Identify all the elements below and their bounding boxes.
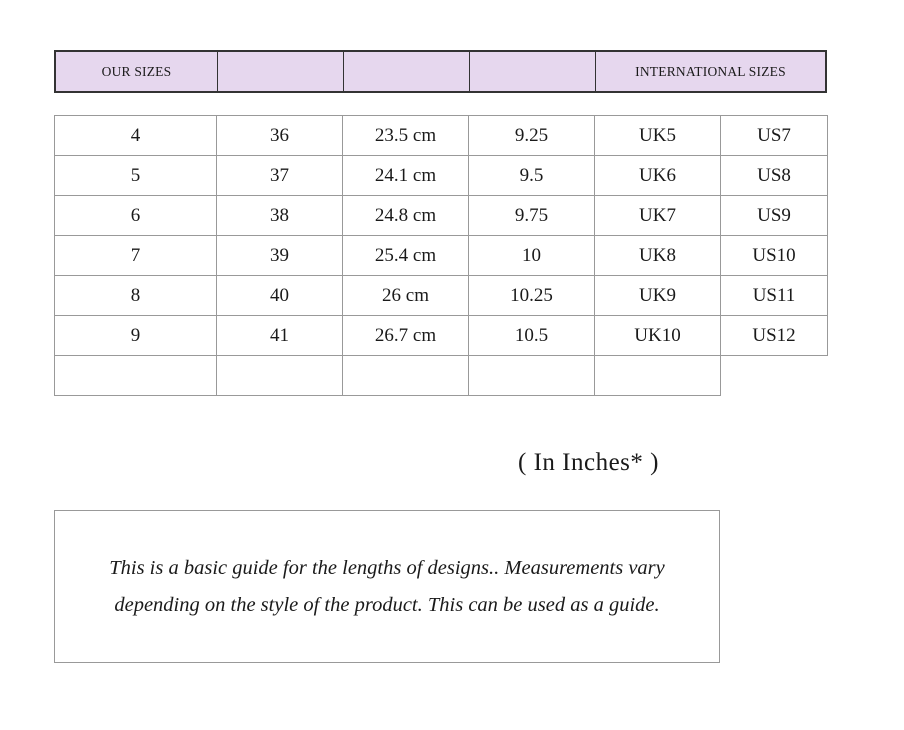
empty-cell [55,356,217,396]
empty-cell-borderless [721,356,828,396]
length-cm-cell: 24.1 cm [343,156,469,196]
eu-size-cell: 38 [217,196,343,236]
length-cm-cell: 23.5 cm [343,116,469,156]
length-cm-cell: 25.4 cm [343,236,469,276]
eu-size-cell: 40 [217,276,343,316]
guide-text-line-1: This is a basic guide for the lengths of designs.. Measurements vary [109,556,665,579]
empty-cell [217,356,343,396]
length-inches-cell: 9.5 [469,156,595,196]
us-size-cell: US10 [721,236,828,276]
header-blank-3 [470,52,596,91]
header-blank-1 [218,52,344,91]
header-blank-2 [344,52,470,91]
length-inches-cell: 10.5 [469,316,595,356]
length-inches-cell: 9.75 [469,196,595,236]
size-chart-header [54,50,827,93]
table-row [55,116,828,156]
us-size-cell: US11 [721,276,828,316]
length-cm-cell: 26 cm [343,276,469,316]
us-size-cell: US7 [721,116,828,156]
header-international-sizes: INTERNATIONAL SIZES [635,63,786,79]
units-note: ( In Inches* ) [518,449,659,476]
empty-cell [343,356,469,396]
uk-size-cell: UK7 [595,196,721,236]
uk-size-cell: UK10 [595,316,721,356]
guide-text-line-2: depending on the style of the product. This can be used as a guide. [114,593,660,616]
us-size-cell: US8 [721,156,828,196]
our-size-cell: 4 [55,116,217,156]
our-size-cell: 9 [55,316,217,356]
uk-size-cell: UK6 [595,156,721,196]
uk-size-cell: UK9 [595,276,721,316]
our-size-cell: 5 [55,156,217,196]
empty-cell [595,356,721,396]
eu-size-cell: 39 [217,236,343,276]
length-inches-cell: 10.25 [469,276,595,316]
table-row [55,316,828,356]
us-size-cell: US9 [721,196,828,236]
length-inches-cell: 10 [469,236,595,276]
table-row [55,276,828,316]
guide-note-box [54,510,720,663]
table-row [55,196,828,236]
length-cm-cell: 24.8 cm [343,196,469,236]
eu-size-cell: 41 [217,316,343,356]
us-size-cell: US12 [721,316,828,356]
table-row [55,236,828,276]
length-cm-cell: 26.7 cm [343,316,469,356]
table-row-empty [55,356,828,396]
table-row [55,156,828,196]
eu-size-cell: 36 [217,116,343,156]
eu-size-cell: 37 [217,156,343,196]
length-inches-cell: 9.25 [469,116,595,156]
our-size-cell: 6 [55,196,217,236]
size-chart-table [54,115,828,396]
our-size-cell: 7 [55,236,217,276]
uk-size-cell: UK8 [595,236,721,276]
empty-cell [469,356,595,396]
header-our-sizes: OUR SIZES [56,52,218,91]
our-size-cell: 8 [55,276,217,316]
uk-size-cell: UK5 [595,116,721,156]
